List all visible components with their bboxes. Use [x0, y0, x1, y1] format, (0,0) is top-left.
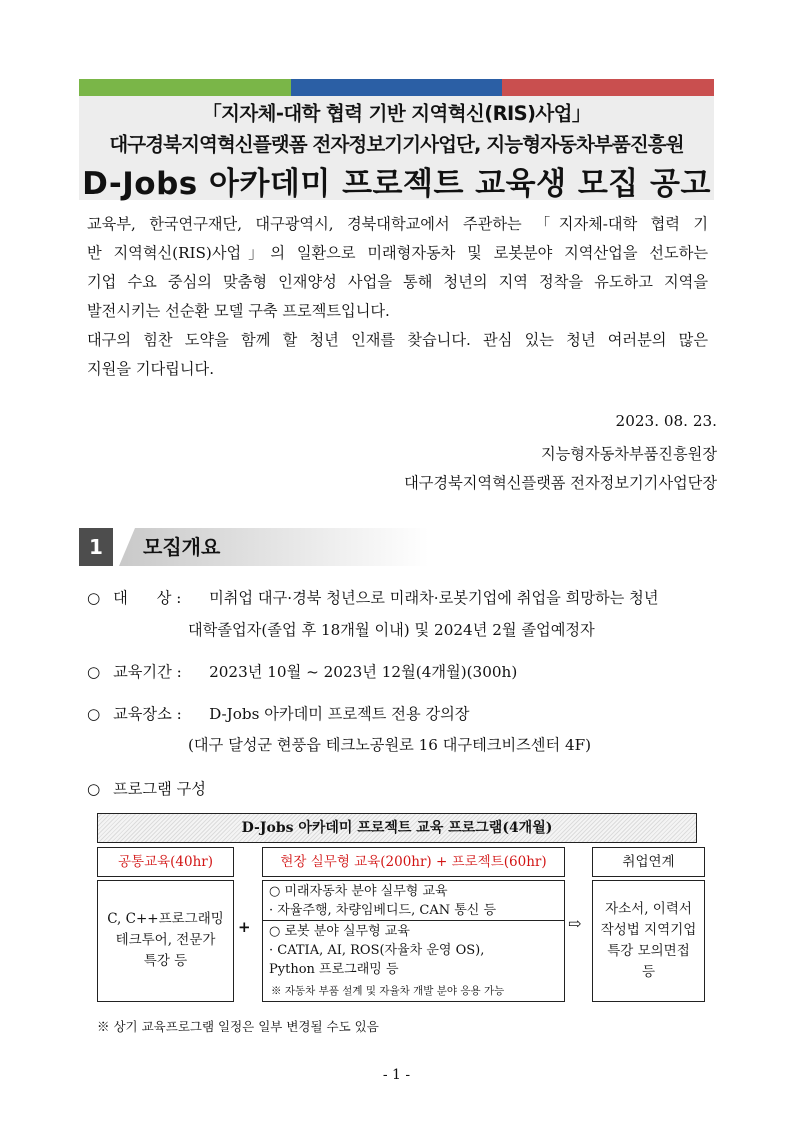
place-label: 교육장소 :	[113, 705, 182, 723]
col2-a-detail: · 자율주행, 차량임베디드, CAN 통신 등	[269, 903, 497, 918]
col2-b-title: ○ 로봇 분야 실무형 교육	[269, 924, 410, 939]
header-color-bar	[79, 79, 714, 96]
color-bar-blue	[291, 79, 503, 96]
program-col1-header: 공통교육(40hr)	[97, 847, 234, 877]
bullet-icon: ○	[87, 663, 101, 681]
col1-line: C, C++프로그래밍	[107, 911, 224, 927]
col2-note: ※ 자동차 부품 설계 및 자율차 개발 분야 응용 가능	[271, 985, 505, 997]
place-value-line2: (대구 달성군 현풍읍 테크노공원로 16 대구테크비즈센터 4F)	[188, 736, 592, 754]
bullet-icon: ○	[87, 780, 101, 798]
col3-line: 자소서, 이력서	[605, 901, 692, 917]
program-col2-header: 현장 실무형 교육(200hr) + 프로젝트(60hr)	[262, 847, 565, 877]
col2-a	[269, 882, 496, 920]
col3-content	[593, 899, 704, 983]
col3-line: 작성법 지역기업	[600, 922, 697, 938]
target-value-line1: 미취업 대구·경북 청년으로 미래차·로봇기업에 취업을 희망하는 청년	[209, 589, 659, 607]
program-col3-header: 취업연계	[592, 847, 705, 877]
item-target	[87, 587, 659, 608]
bullet-icon: ○	[87, 705, 101, 723]
target-label: 대 상 :	[113, 589, 182, 607]
col2-b-detail: Python 프로그래밍 등	[269, 962, 399, 977]
color-bar-green	[79, 79, 291, 96]
col1-line: 특강 등	[143, 953, 188, 969]
col1-line: 테크투어, 전문가	[115, 932, 216, 948]
plus-icon: +	[238, 918, 251, 936]
section-slant-decoration	[113, 528, 135, 566]
place-value-line1: D-Jobs 아카데미 프로젝트 전용 강의장	[209, 705, 470, 723]
intro-line: 대구의 힘찬 도약을 함께 할 청년 인재를 찾습니다. 관심 있는 청년 여러분의 많은	[87, 331, 708, 349]
item-program	[87, 778, 206, 799]
color-bar-red	[502, 79, 714, 96]
bullet-icon: ○	[87, 589, 101, 607]
title-line-2: 대구경북지역혁신플랫폼 전자정보기기사업단, 지능형자동차부품진흥원	[109, 133, 684, 156]
program-label: 프로그램 구성	[113, 780, 206, 798]
period-value: 2023년 10월 ~ 2023년 12월(4개월)(300h)	[209, 663, 518, 681]
item-period	[87, 661, 517, 682]
intro-line: 발전시키는 선순환 모델 구축 프로젝트입니다.	[87, 302, 390, 320]
period-label: 교육기간 :	[113, 663, 182, 681]
intro-line: 기업 수요 중심의 맞춤형 인재양성 사업을 통해 청년의 지역 정착을 유도하고 지역을	[87, 273, 708, 291]
col3-line: 등	[641, 964, 656, 980]
intro-line: 지원을 기다립니다.	[87, 360, 215, 378]
col1-content	[98, 909, 233, 972]
program-title: D-Jobs 아카데미 프로젝트 교육 프로그램(4개월)	[97, 813, 697, 843]
schedule-note: ※ 상기 교육프로그램 일정은 일부 변경될 수도 있음	[97, 1019, 379, 1034]
signatory-1: 지능형자동차부품진흥원장	[540, 445, 717, 463]
target-value-line2: 대학졸업자(졸업 후 18개월 이내) 및 2024년 2월 졸업예정자	[188, 621, 595, 639]
title-line-1: 「지자체-대학 협력 기반 지역혁신(RIS)사업」	[202, 102, 591, 125]
title-box	[79, 96, 714, 200]
page-title: D-Jobs 아카데미 프로젝트 교육생 모집 공고	[82, 166, 711, 202]
col2-a-title: ○ 미래자동차 분야 실무형 교육	[269, 884, 448, 899]
col2-b-detail: · CATIA, AI, ROS(자율차 운영 OS),	[269, 943, 485, 958]
page-number: - 1 -	[382, 1067, 411, 1083]
program-col1-box	[97, 880, 234, 1002]
announcement-date: 2023. 08. 23.	[615, 412, 717, 430]
program-col2-box	[262, 880, 565, 1002]
col3-line: 특강 모의면접	[607, 943, 690, 959]
intro-line: 반 지역혁신(RIS)사업」의 일환으로 미래형자동차 및 로봇분야 지역산업을 선도하는	[87, 244, 708, 262]
intro-paragraph	[87, 210, 708, 384]
signatory-2: 대구경북지역혁신플랫폼 전자정보기기사업단장	[404, 474, 717, 492]
arrow-right-icon: ⇨	[568, 914, 582, 933]
section-number: 1	[79, 528, 113, 566]
col2-divider	[263, 920, 564, 921]
section-heading	[79, 528, 429, 566]
section-title-bg	[119, 528, 429, 566]
item-place	[87, 703, 469, 724]
intro-line: 교육부, 한국연구재단, 대구광역시, 경북대학교에서 주관하는 「지자체-대학 협력 기	[87, 215, 708, 233]
program-col3-box	[592, 880, 705, 1002]
section-title: 모집개요	[143, 535, 221, 559]
col2-b	[269, 922, 484, 979]
